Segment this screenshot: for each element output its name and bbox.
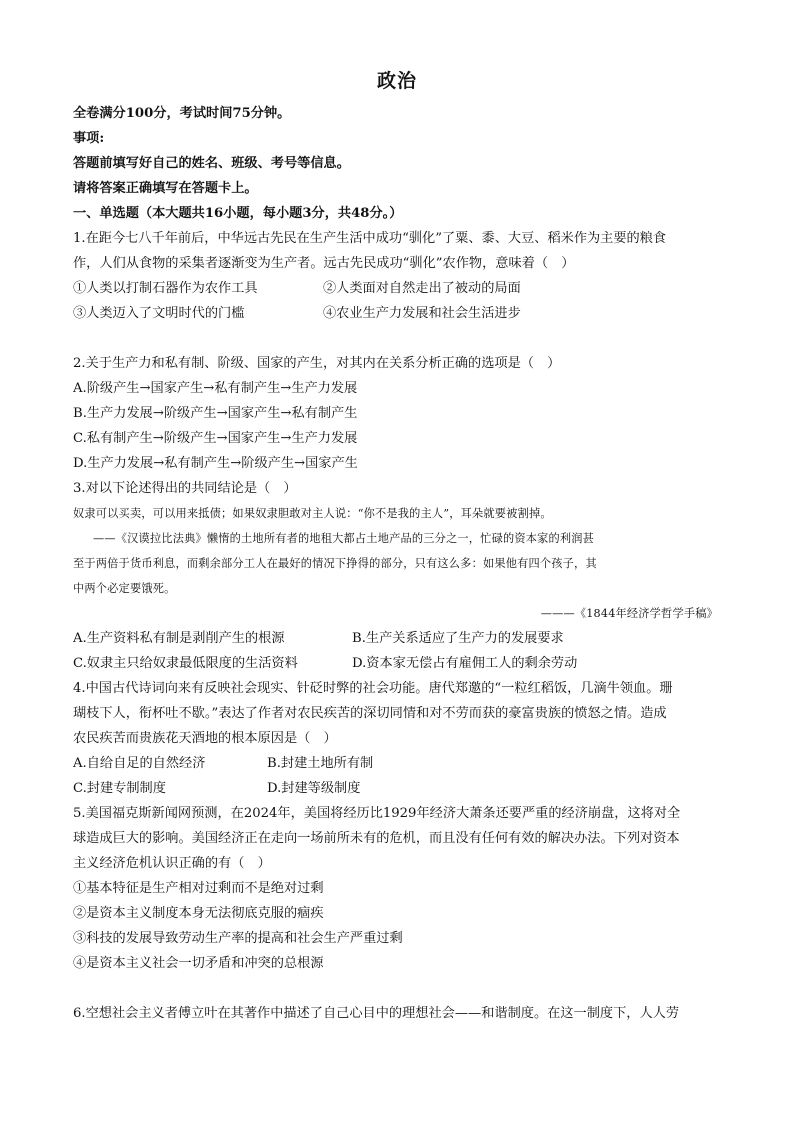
question-1-stem-line1: 1.在距今七八千年前后，中华远古先民在生产生活中成功“驯化”了粟、黍、大豆、稻米作为主要的粮食 bbox=[73, 231, 667, 246]
question-3-quote-line1: 奴隶可以买卖，可以用来抵债；如果奴隶胆敢对主人说：“你不是我的主人”，耳朵就要被割掉。 bbox=[73, 507, 552, 520]
question-3-quote-line4: 中两个必定要饿死。 bbox=[73, 582, 176, 595]
question-1-statements-row2 bbox=[73, 304, 723, 324]
question-3-choice-a: A.生产资料私有制是剥削产生的根源 bbox=[73, 631, 285, 646]
question-3-choices-row1 bbox=[73, 629, 723, 649]
exam-instructions-score: 全卷满分100分，考试时间75分钟。 bbox=[73, 106, 291, 121]
exam-instructions-answer-card: 请将答案正确填写在答题卡上。 bbox=[73, 181, 258, 196]
question-4-choice-d: D.封建等级制度 bbox=[267, 781, 361, 796]
question-2-choice-b: B.生产力发展→阶级产生→国家产生→私有制产生 bbox=[73, 406, 358, 421]
question-5-stem-line2: 球造成巨大的影响。美国经济正在走向一场前所未有的危机，而且没有任何有效的解决办法。下列对资本 bbox=[73, 831, 680, 846]
question-3-choices-row2 bbox=[73, 654, 723, 674]
question-2-choice-d: D.生产力发展→私有制产生→阶级产生→国家产生 bbox=[73, 456, 358, 471]
question-5-stem-line1: 5.美国福克斯新闻网预测，在2024年，美国将经历比1929年经济大萧条还要严重的经济崩盘，这将对全 bbox=[73, 806, 681, 821]
question-4-choice-a: A.自给自足的自然经济 bbox=[73, 756, 206, 771]
question-1-stem-line2: 作，人们从食物的采集者逐渐变为生产者。远古先民成功“驯化”农作物，意味着（ ） bbox=[73, 256, 575, 271]
question-6-stem-line1: 6.空想社会主义者傅立叶在其著作中描述了自己心目中的理想社会——和谐制度。在这一制度下，人人劳 bbox=[73, 1006, 680, 1021]
question-5-statement-2: ②是资本主义制度本身无法彻底克服的痼疾 bbox=[73, 906, 324, 921]
question-1-statement-4: ④农业生产力发展和社会生活进步 bbox=[323, 306, 521, 321]
question-5-stem-line3: 主义经济危机认识正确的有（ ） bbox=[73, 856, 271, 871]
question-3-quote-line2: ——《汉谟拉比法典》懒惰的土地所有者的地租大都占土地产品的三分之一，忙碌的资本家的利润甚 bbox=[93, 532, 595, 545]
question-3-choice-d: D.资本家无偿占有雇佣工人的剩余劳动 bbox=[352, 656, 578, 671]
section-heading: 一、单选题（本大题共16小题，每小题3分，共48分。） bbox=[73, 206, 403, 221]
question-1-statements-row1 bbox=[73, 279, 723, 299]
question-3-quote-line3: 至于两倍于货币利息，而剩余部分工人在最好的情况下挣得的部分，只有这么多：如果他有四个孩子，其 bbox=[73, 557, 597, 570]
question-2-choice-c: C.私有制产生→阶级产生→国家产生→生产力发展 bbox=[73, 431, 358, 446]
question-3-choice-c: C.奴隶主只给奴隶最低限度的生活资料 bbox=[73, 656, 298, 671]
question-3-stem: 3.对以下论述得出的共同结论是（ ） bbox=[73, 481, 297, 496]
question-4-stem-line2: 瑚枝下人，衔杯吐不歇。”表达了作者对农民疾苦的深切同情和对不劳而获的豪富贵族的愤怒之情。造成 bbox=[73, 706, 667, 721]
question-3-choice-b: B.生产关系适应了生产力的发展要求 bbox=[352, 631, 564, 646]
page-title: 政治 bbox=[376, 70, 417, 92]
question-4-stem-line1: 4.中国古代诗词向来有反映社会现实、针砭时弊的社会功能。唐代郑邀的“一粒红稻饭，几滴牛领血。珊 bbox=[73, 681, 673, 696]
exam-instructions-heading: 事项: bbox=[73, 131, 105, 146]
question-5-statement-3: ③科技的发展导致劳动生产率的提高和社会生产严重过剩 bbox=[73, 931, 403, 946]
question-2-choice-a: A.阶级产生→国家产生→私有制产生→生产力发展 bbox=[73, 381, 358, 396]
question-3-quote-source: ———《1844年经济学哲学手稿》 bbox=[540, 607, 718, 620]
question-5-statement-1: ①基本特征是生产相对过剩而不是绝对过剩 bbox=[73, 881, 324, 896]
question-2-stem: 2.关于生产力和私有制、阶级、国家的产生，对其内在关系分析正确的选项是（ ） bbox=[73, 356, 561, 371]
exam-instructions-fill-info: 答题前填写好自己的姓名、班级、考号等信息。 bbox=[73, 156, 350, 171]
question-1-statement-3: ③人类迈入了文明时代的门槛 bbox=[73, 306, 245, 321]
question-4-choices-row1 bbox=[73, 754, 723, 774]
question-4-stem-line3: 农民疾苦而贵族花天酒地的根本原因是（ ） bbox=[73, 731, 337, 746]
question-1-statement-2: ②人类面对自然走出了被动的局面 bbox=[323, 281, 521, 296]
question-1-statement-1: ①人类以打制石器作为农作工具 bbox=[73, 281, 258, 296]
question-4-choice-b: B.封建土地所有制 bbox=[267, 756, 374, 771]
question-4-choices-row2 bbox=[73, 779, 723, 799]
question-4-choice-c: C.封建专制制度 bbox=[73, 781, 166, 796]
question-5-statement-4: ④是资本主义社会一切矛盾和冲突的总根源 bbox=[73, 956, 324, 971]
